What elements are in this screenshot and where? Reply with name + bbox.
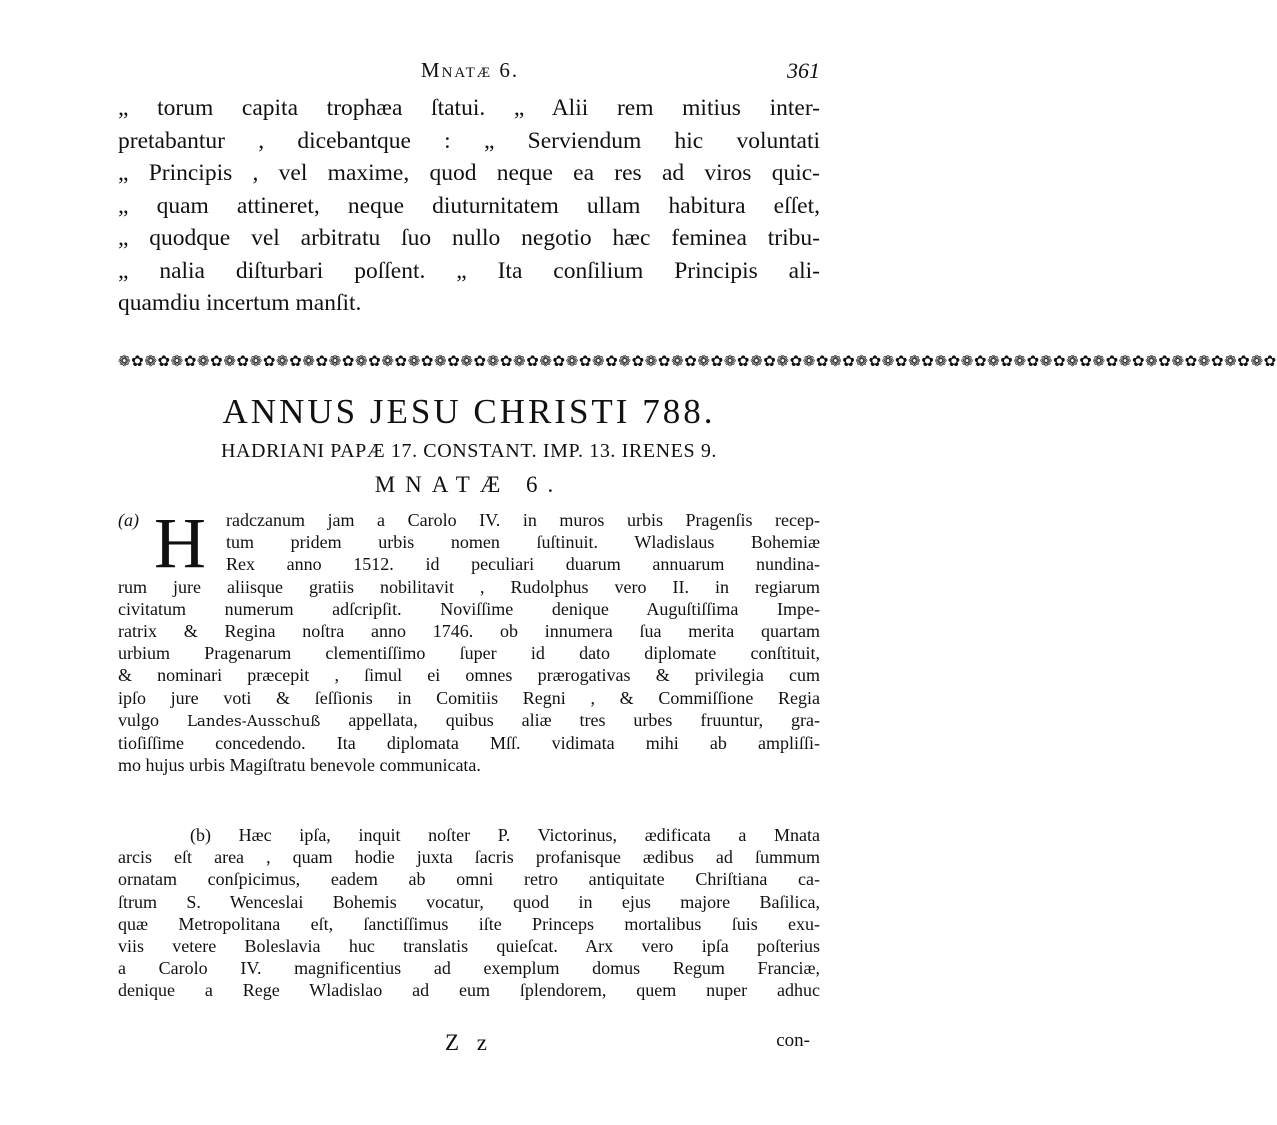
- text-line: „ Principis , vel maxime, quod neque ea res ad viros quic-: [118, 160, 820, 186]
- text-line: tum pridem urbis nomen ſuſtinuit. Wladislaus Bohemiæ: [226, 532, 820, 553]
- page-footer: [118, 1030, 820, 1060]
- text-line: (b) Hæc ipſa, inquit noſter P. Victorinus, ædificata a Mnata: [190, 825, 820, 845]
- drop-cap: H: [154, 503, 206, 583]
- text-fragment: appellata, quibus aliæ tres urbes fruuntur, gra-: [348, 709, 821, 730]
- text-line: ratrix & Regina noſtra anno 1746. ob innumera ſua merita quartam: [118, 621, 820, 642]
- text-line: pretabantur , dicebantque : „ Serviendum hic voluntati: [118, 127, 820, 154]
- text-line: ſtrum S. Wenceslai Bohemis vocatur, quod in ejus majore Baſilica,: [118, 891, 820, 912]
- text-line: ornatam conſpicimus, eadem ab omni retro antiquitate Chriſtiana ca-: [118, 869, 820, 890]
- text-line: arcis eſt area , quam hodie juxta ſacris profanisque ædibus ad ſummum: [118, 847, 820, 868]
- text-line: „ quam attineret, neque diuturnitatem ullam habitura eſſet,: [118, 192, 820, 219]
- catchword: con-: [776, 1030, 810, 1051]
- main-text: [118, 92, 820, 320]
- text-line: mo hujus urbis Magiſtratu benevole communicata.: [118, 755, 481, 776]
- footnote-marker: (a): [118, 510, 139, 530]
- text-line: tioſiſſime concedendo. Ita diplomata Mſſ. vidimata mihi ab ampliſſi-: [118, 733, 820, 754]
- heading-year: ANNUS JESU CHRISTI 788.: [222, 392, 716, 431]
- text-line: civitatum numerum adſcripſit. Noviſſime denique Auguſtiſſima Impe-: [118, 598, 820, 619]
- footnote-a: [118, 503, 821, 776]
- text-line: quamdiu incertum manſit.: [118, 290, 362, 316]
- heading-reigns: HADRIANI PAPÆ 17. CONSTANT. IMP. 13. IRENES 9.: [220, 440, 718, 462]
- text-line: „ quodque vel arbitratu ſuo nullo negotio hæc feminea tribu-: [118, 225, 820, 251]
- text-line: radczanum jam a Carolo IV. in muros urbis Pragenſis recep-: [226, 510, 820, 530]
- text-fragment: vulgo: [118, 709, 160, 730]
- text-line: & nominari præcepit , ſimul ei omnes prærogativas & privilegia cum: [118, 665, 820, 686]
- text-line: ipſo jure voti & ſeſſionis in Comitiis Regni , & Commiſſione Regia: [118, 687, 820, 708]
- blackletter-term: Landes-Ausschuß: [186, 711, 321, 730]
- text-line: Rex anno 1512. id peculiari duarum annuarum nundina-: [226, 554, 820, 575]
- text-line: a Carolo IV. magnificentius ad exemplum domus Regum Franciæ,: [118, 958, 820, 979]
- ornament-band: ❁✿❁✿❁✿❁✿❁✿❁✿❁✿❁✿❁✿❁✿❁✿❁✿❁✿❁✿❁✿❁✿❁✿❁✿❁✿❁✿❁✿❁✿❁✿❁✿❁✿❁✿❁✿❁✿❁✿❁✿❁✿❁✿❁✿❁✿❁✿❁✿❁✿❁✿❁✿❁✿❁✿❁✿❁✿❁✿: [118, 354, 1277, 370]
- text-line: „ nalia diſturbari poſſent. „ Ita conſilium Principis ali-: [118, 257, 820, 284]
- running-head: [120, 58, 820, 88]
- text-line-vulgo: [118, 709, 820, 732]
- text-line: rum jure aliisque gratiis nobilitavit , Rudolphus vero II. in regiarum: [118, 576, 820, 597]
- text-line: quæ Metropolitana eſt, ſanctiſſimus iſte Princeps mortalibus ſuis exu-: [118, 913, 820, 934]
- page-number: 361: [787, 58, 820, 83]
- text-line: urbium Pragenarum clementiſſimo ſuper id dato diplomate conſtituit,: [118, 643, 820, 664]
- text-line: viis vetere Boleslavia huc translatis quieſcat. Arx vero ipſa poſterius: [118, 936, 820, 957]
- text-line: denique a Rege Wladislao ad eum ſplendorem, quem nuper adhuc: [118, 980, 820, 1001]
- signature-mark: Z z: [444, 1030, 493, 1055]
- text-line: „ torum capita trophæa ſtatui. „ Alii rem mitius inter-: [118, 95, 820, 121]
- footnote-b: [118, 824, 820, 1002]
- heading-duke: MNATÆ 6.: [374, 472, 564, 497]
- running-head-title: Mnatæ 6.: [420, 58, 520, 82]
